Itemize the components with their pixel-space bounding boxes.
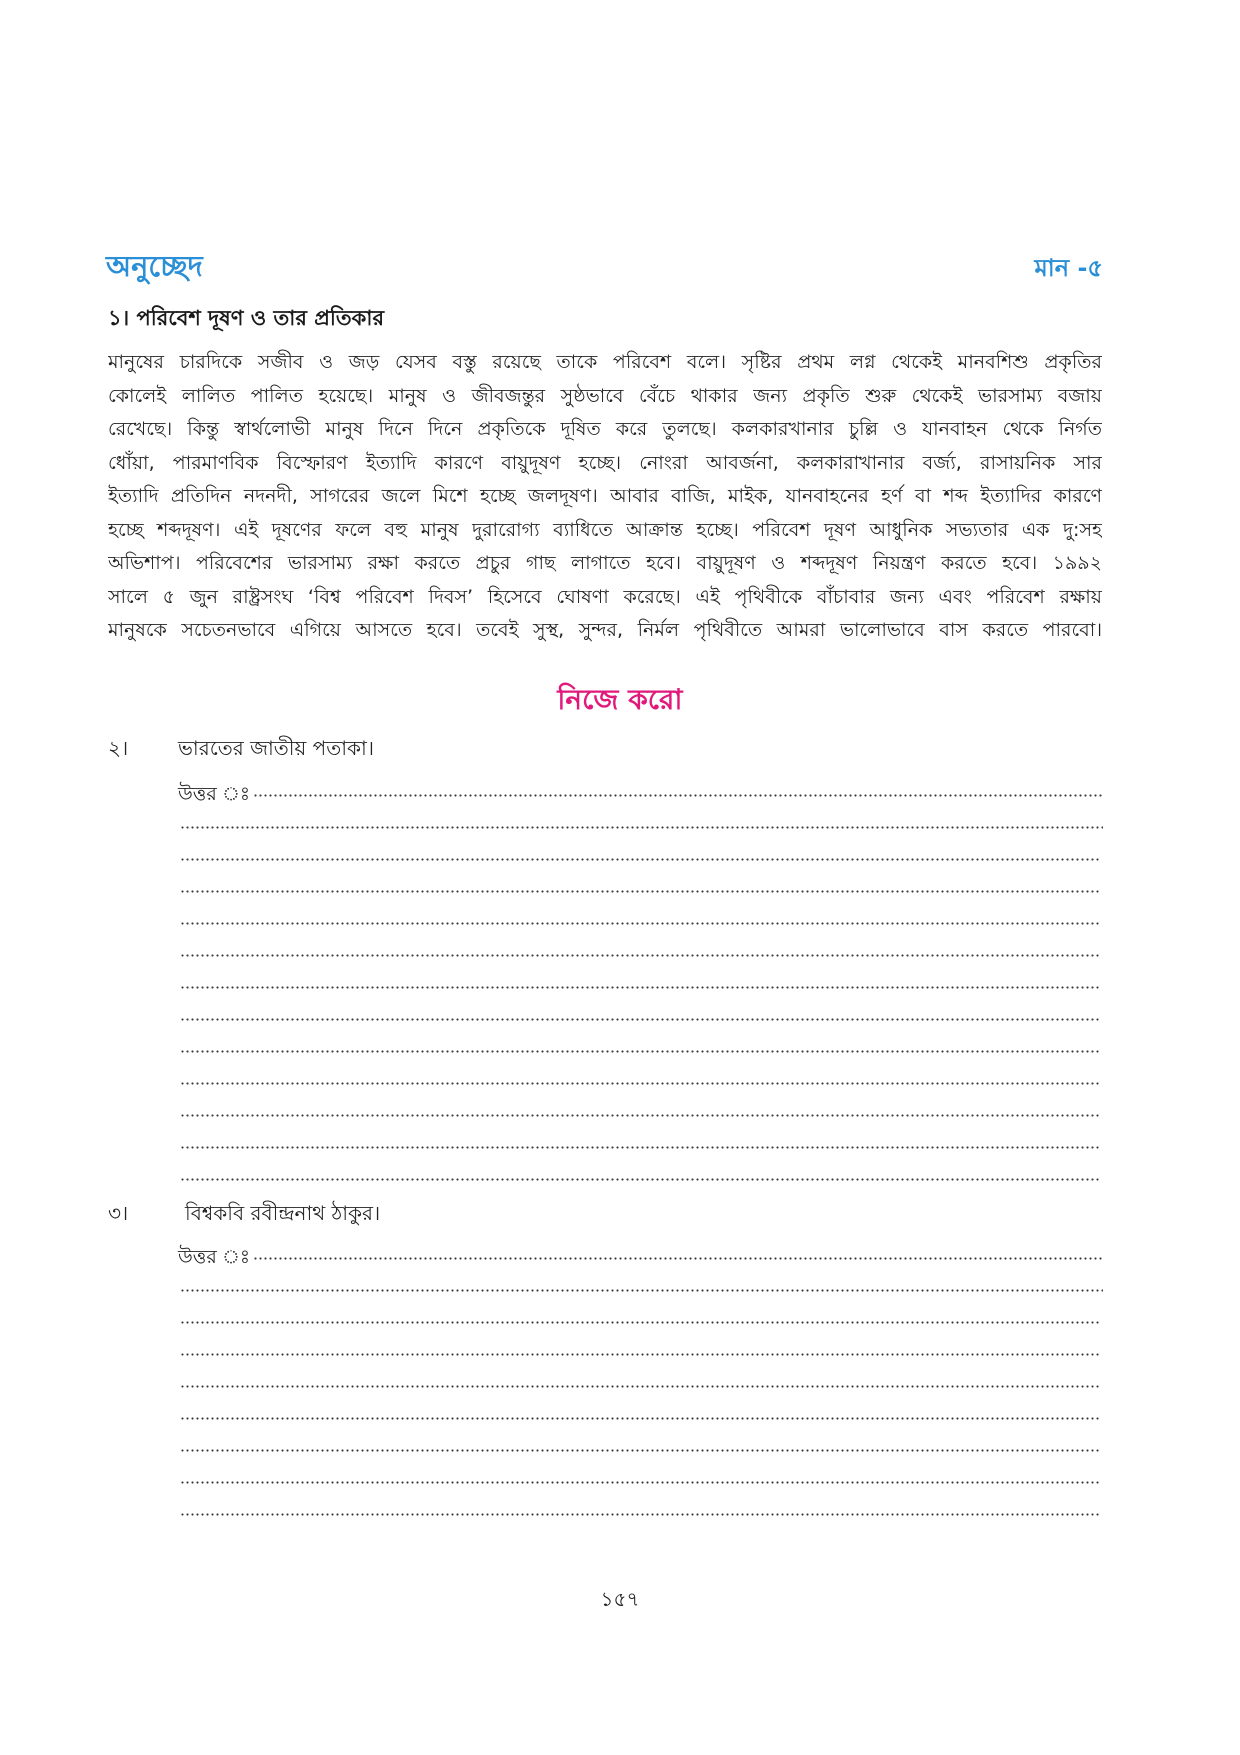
marks-label: মান -৫ (1034, 254, 1103, 282)
question-2-number: ২। (108, 736, 129, 760)
answer-line[interactable] (180, 1449, 1100, 1452)
page-number: ১৫৭ (600, 1587, 640, 1611)
paragraph-line: কোলেই লালিত পালিত হয়েছে। মানুষ ও জীবজন্তুর সুষ্ঠভাবে বেঁচে থাকার জন্য প্রকৃতি শুরু থেকেই ভারসাম্য বজায় (108, 384, 1102, 407)
self-practice-title: নিজে করো (557, 683, 683, 716)
answer-line[interactable] (180, 1385, 1100, 1388)
answer-3-label: উত্তর ঃ (178, 1246, 251, 1268)
answer-line[interactable] (180, 1513, 1100, 1516)
question-1-title: ১। পরিবেশ দূষণ ও তার প্রতিকার (108, 306, 384, 330)
answer-line[interactable] (180, 986, 1100, 989)
answer-2-label: উত্তর ঃ (178, 783, 251, 805)
question-3-text: বিশ্বকবি রবীন্দ্রনাথ ঠাকুর। (185, 1201, 381, 1225)
paragraph-line: অভিশাপ। পরিবেশের ভারসাম্য রক্ষা করতে প্রচুর গাছ লাগাতে হবে। বায়ুদূষণ ও শব্দদূষণ নিয়ন্ত্রণ করতে হবে। ১৯৯২ (108, 552, 1102, 574)
answer-line[interactable] (180, 1178, 1100, 1181)
essay-paragraph (108, 346, 1102, 648)
answer-line[interactable] (253, 794, 1103, 797)
answer-line[interactable] (180, 954, 1100, 957)
paragraph-line: রেখেছে। কিন্তু স্বার্থলোভী মানুষ দিনে দিনে প্রকৃতিকে দূষিত করে তুলছে। কলকারখানার চুল্লি ও যানবাহন থেকে নির্গত (108, 418, 1102, 440)
answer-line[interactable] (180, 890, 1100, 893)
question-2-text: ভারতের জাতীয় পতাকা। (178, 736, 374, 760)
answer-line[interactable] (180, 826, 1103, 829)
paragraph-line: সালে ৫ জুন রাষ্ট্রসংঘ ‘বিশ্ব পরিবেশ দিবস’ হিসেবে ঘোষণা করেছে। এই পৃথিবীকে বাঁচাবার জন্য এবং পরিবেশ রক্ষায় (108, 585, 1102, 608)
answer-line[interactable] (180, 1417, 1100, 1420)
answer-line[interactable] (253, 1257, 1103, 1260)
answer-line[interactable] (180, 1082, 1100, 1085)
answer-line[interactable] (180, 1018, 1100, 1021)
answer-line[interactable] (180, 1050, 1100, 1053)
section-heading: অনুচ্ছেদ (106, 249, 203, 283)
answer-line[interactable] (180, 1481, 1100, 1484)
answer-line[interactable] (180, 1146, 1100, 1149)
paragraph-line: ইত্যাদি প্রতিদিন নদনদী, সাগরের জলে মিশে হচ্ছে জলদূষণ। আবার বাজি, মাইক, যানবাহনের হর্ণ বা শব্দ ইত্যাদির কারণে (108, 485, 1102, 507)
answer-line[interactable] (180, 1321, 1100, 1324)
answer-line[interactable] (180, 922, 1100, 925)
answer-line[interactable] (180, 858, 1100, 861)
paragraph-line: ধোঁয়া, পারমাণবিক বিস্ফোরণ ইত্যাদি কারণে বায়ুদূষণ হচ্ছে। নোংরা আবর্জনা, কলকারাখানার বর্জ্য, রাসায়নিক সার (108, 451, 1102, 474)
answer-line[interactable] (180, 1289, 1103, 1292)
paragraph-line: মানুষের চারদিকে সজীব ও জড় যেসব বস্তু রয়েছে তাকে পরিবেশ বলে। সৃষ্টির প্রথম লগ্ন থেকেই মানবশিশু প্রকৃতির (108, 351, 1102, 373)
paragraph-line: মানুষকে সচেতনভাবে এগিয়ে আসতে হবে। তবেই সুস্থ, সুন্দর, নির্মল পৃথিবীতে আমরা ভালোভাবে বাস করতে পারবো। (108, 619, 1102, 641)
question-3-number: ৩। (108, 1201, 129, 1225)
answer-line[interactable] (180, 1353, 1100, 1356)
paragraph-line: হচ্ছে শব্দদূষণ। এই দূষণের ফলে বহু মানুষ দুরারোগ্য ব্যাধিতে আক্রান্ত হচ্ছে। পরিবেশ দূষণ আধুনিক সভ্যতার এক দু:সহ (108, 518, 1102, 541)
answer-line[interactable] (180, 1114, 1100, 1117)
